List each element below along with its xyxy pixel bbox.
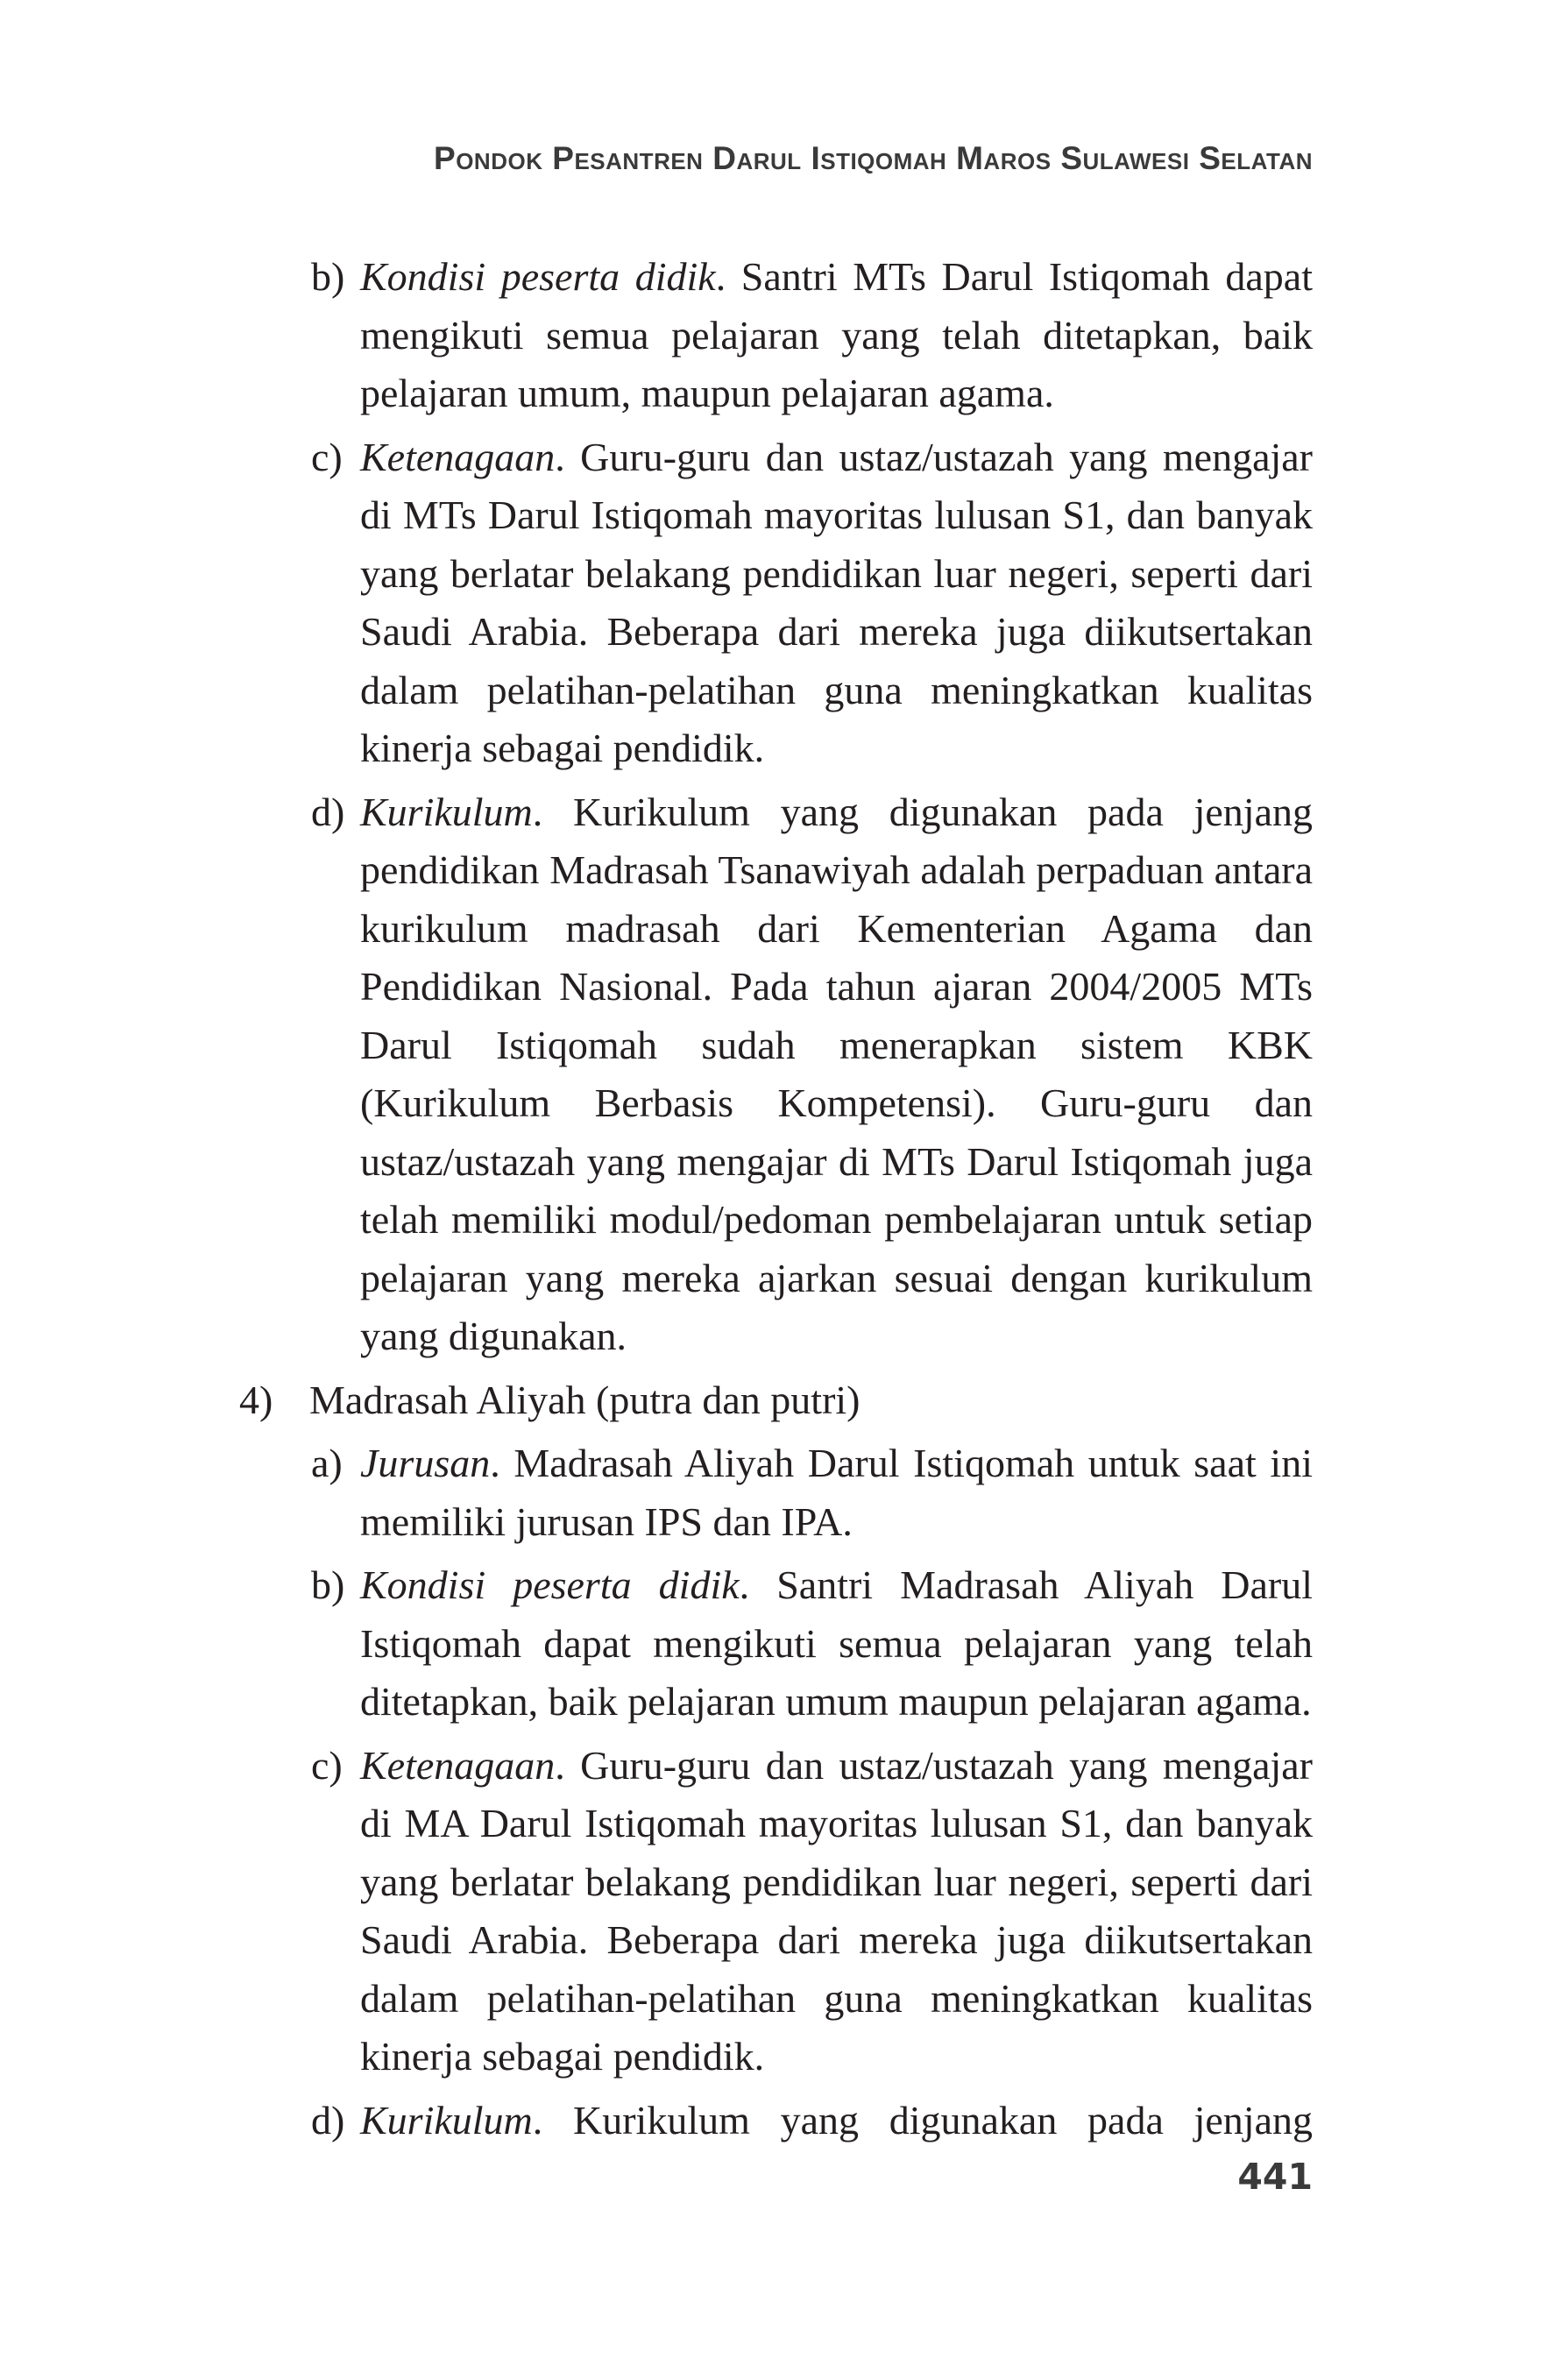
section-title: Madrasah Aliyah (putra dan putri) (309, 1377, 860, 1422)
list-item-mts-d: d) Kurikulum. Kurikulum yang digunakan pada jenjang pendidikan Madrasah Tsanawiyah adalah perpaduan antara kurikulum madrasah dari Kementerian Agama dan Pendidikan Nasional. Pada tahun ajaran 2004/2005 MTs Darul Istiqomah sudah menerapkan sistem KBK (Kurikulum Berbasis Kompetensi). Guru-guru dan ustaz/ustazah yang mengajar di MTs Darul Istiqomah juga telah memiliki modul/pedoman pembelajaran untuk setiap pelajaran yang mereka ajarkan sesuai dengan kurikulum yang digunakan. (360, 783, 1313, 1366)
section-marker: 4) (239, 1377, 273, 1422)
list-text: Santri MTs Darul Istiqomah dapat mengikuti semua pelajaran yang telah ditetapkan, baik pelajaran umum, maupun pelajaran agama. (360, 254, 1313, 415)
page-number: 441 (1237, 2156, 1313, 2198)
list-marker: a) (311, 1441, 343, 1485)
list-text: Guru-guru dan ustaz/ustazah yang mengajar di MA Darul Istiqomah mayoritas lulusan S1, dan banyak yang berlatar belakang pendidikan luar negeri, seperti dari Saudi Arabia. Beberapa dari mereka juga diikutsertakan dalam pelatihan-pelatihan guna meningkatkan kualitas kinerja sebagai pendidik. (360, 1742, 1314, 2079)
list-item-ma-b: b) Kondisi peserta didik. Santri Madrasah Aliyah Darul Istiqomah dapat mengikuti semua pelajaran yang telah ditetapkan, baik pelajaran umum maupun pelajaran agama. (360, 1556, 1313, 1732)
list-text: Madrasah Aliyah Darul Istiqomah untuk saat ini memiliki jurusan IPS dan IPA. (360, 1441, 1313, 1544)
section-heading-madrasah-aliyah (239, 1371, 1313, 1430)
list-term: Jurusan (360, 1441, 491, 1485)
list-marker: b) (311, 1562, 345, 1607)
list-term: Kurikulum (360, 2097, 533, 2143)
list-term: Kondisi peserta didik (360, 1562, 740, 1607)
list-marker: c) (311, 434, 343, 479)
list-marker: c) (311, 1742, 343, 1788)
list-item-ma-a: a) Jurusan. Madrasah Aliyah Darul Istiqomah untuk saat ini memiliki jurusan IPS dan IPA. (360, 1434, 1313, 1551)
list-term: Kondisi peserta didik (360, 254, 716, 299)
list-text: Kurikulum yang digunakan pada jenjang pendidikan Madrasah Tsanawiyah adalah perpaduan antara kurikulum madrasah dari Kementerian Agama dan Pendidikan Nasional. Pada tahun ajaran 2004/2005 MTs Darul Istiqomah sudah menerapkan sistem KBK (Kurikulum Berbasis Kompetensi). Guru-guru dan ustaz/ustazah yang mengajar di MTs Darul Istiqomah juga telah memiliki modul/pedoman pembelajaran untuk setiap pelajaran yang mereka ajarkan sesuai dengan kurikulum yang digunakan. (360, 789, 1314, 1358)
list-term: Ketenagaan (360, 434, 556, 479)
running-header: Pondok Pesantren Darul Istiqomah Maros Sulawesi Selatan (434, 140, 1313, 176)
list-item-mts-c: c) Ketenagaan. Guru-guru dan ustaz/ustazah yang mengajar di MTs Darul Istiqomah mayoritas lulusan S1, dan banyak yang berlatar belakang pendidikan luar negeri, seperti dari Saudi Arabia. Beberapa dari mereka juga diikutsertakan dalam pelatihan-pelatihan guna meningkatkan kualitas kinerja sebagai pendidik. (360, 429, 1313, 778)
list-text: Kurikulum yang digunakan pada jenjang (573, 2097, 1314, 2143)
list-item-ma-c: c) Ketenagaan. Guru-guru dan ustaz/ustazah yang mengajar di MA Darul Istiqomah mayoritas lulusan S1, dan banyak yang berlatar belakang pendidikan luar negeri, seperti dari Saudi Arabia. Beberapa dari mereka juga diikutsertakan dalam pelatihan-pelatihan guna meningkatkan kualitas kinerja sebagai pendidik. (360, 1737, 1313, 2086)
list-term: Kurikulum (360, 789, 533, 834)
list-marker: d) (311, 789, 345, 834)
list-item-ma-d: d) Kurikulum. Kurikulum yang digunakan pada jenjang (360, 2092, 1313, 2150)
page-body (0, 248, 1551, 2155)
list-text: Guru-guru dan ustaz/ustazah yang mengajar di MTs Darul Istiqomah mayoritas lulusan S1, dan banyak yang berlatar belakang pendidikan luar negeri, seperti dari Saudi Arabia. Beberapa dari mereka juga diikutsertakan dalam pelatihan-pelatihan guna meningkatkan kualitas kinerja sebagai pendidik. (360, 434, 1314, 770)
list-marker: d) (311, 2097, 345, 2143)
list-marker: b) (311, 254, 345, 299)
list-term: Ketenagaan (360, 1742, 556, 1788)
list-text: Santri Madrasah Aliyah Darul Istiqomah dapat mengikuti semua pelajaran yang telah ditetapkan, baik pelajaran umum maupun pelajaran agama. (360, 1562, 1313, 1724)
list-item-mts-b: b) Kondisi peserta didik. Santri MTs Darul Istiqomah dapat mengikuti semua pelajaran yang telah ditetapkan, baik pelajaran umum, maupun pelajaran agama. (360, 248, 1313, 423)
